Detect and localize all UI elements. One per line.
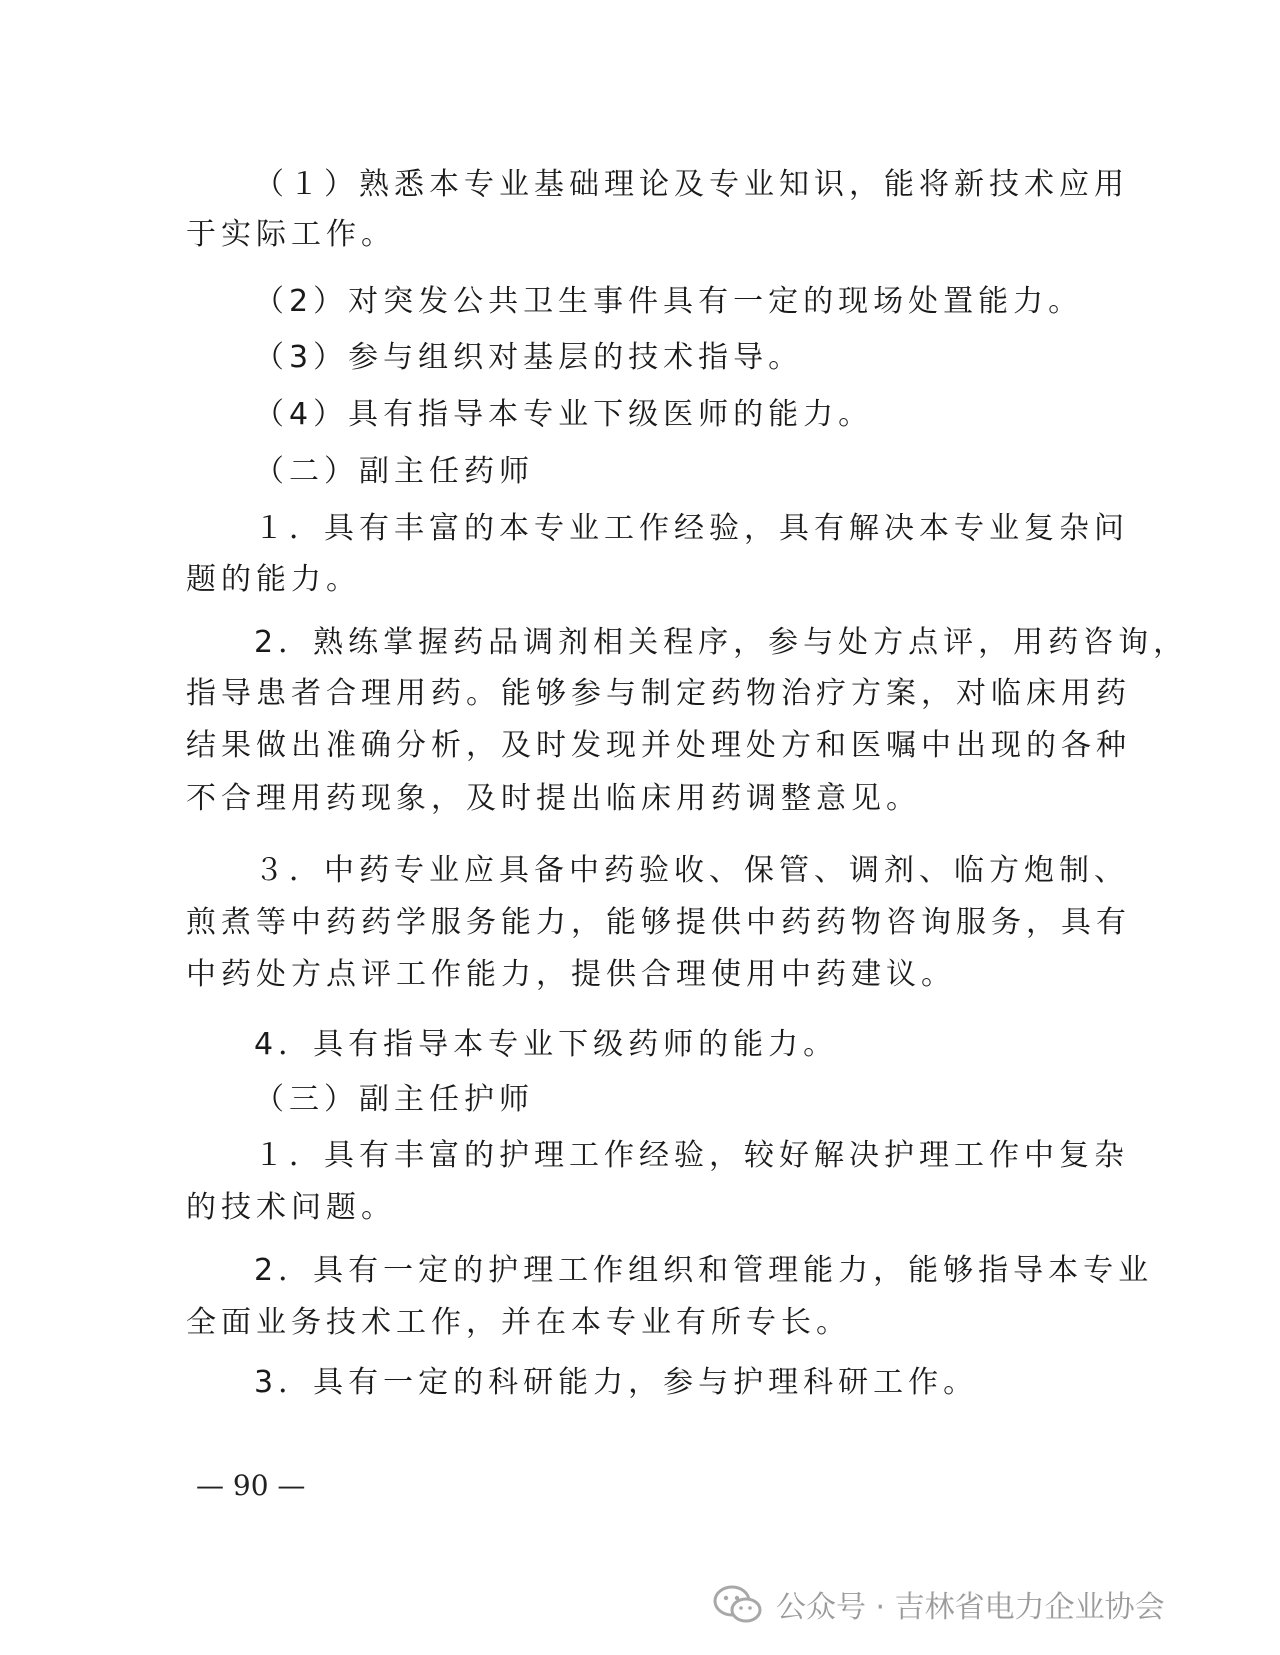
- section-heading: （二）副主任药师: [254, 454, 534, 489]
- text-line: １．具有丰富的护理工作经验，较好解决护理工作中复杂: [254, 1138, 1129, 1173]
- section-heading: （三）副主任护师: [254, 1082, 534, 1117]
- page-number: — 90 —: [196, 1469, 306, 1502]
- text-line: 全面业务技术工作，并在本专业有所专长。: [186, 1305, 851, 1340]
- watermark: [712, 1582, 1165, 1626]
- text-line: 的技术问题。: [186, 1190, 396, 1225]
- text-line: 4．具有指导本专业下级药师的能力。: [254, 1027, 839, 1062]
- watermark-text: 公众号 · 吉林省电力企业协会: [776, 1590, 1165, 1625]
- text-line: 2．具有一定的护理工作组织和管理能力，能够指导本专业: [254, 1253, 1154, 1288]
- text-line: （4）具有指导本专业下级医师的能力。: [254, 397, 874, 432]
- text-line: 煎煮等中药药学服务能力，能够提供中药药物咨询服务，具有: [186, 905, 1131, 940]
- text-line: １．具有丰富的本专业工作经验，具有解决本专业复杂问: [254, 511, 1129, 546]
- text-line: 2．熟练掌握药品调剂相关程序，参与处方点评，用药咨询，: [254, 625, 1189, 660]
- text-line: 结果做出准确分析，及时发现并处理处方和医嘱中出现的各种: [186, 728, 1131, 763]
- wechat-icon: [712, 1584, 764, 1624]
- text-line: （3）参与组织对基层的技术指导。: [254, 340, 804, 375]
- text-line: 3．具有一定的科研能力，参与护理科研工作。: [254, 1365, 979, 1400]
- text-line: （１）熟悉本专业基础理论及专业知识，能将新技术应用: [254, 167, 1129, 202]
- text-line: 中药处方点评工作能力，提供合理使用中药建议。: [186, 957, 956, 992]
- text-line: 不合理用药现象，及时提出临床用药调整意见。: [186, 781, 921, 816]
- text-line: ３．中药专业应具备中药验收、保管、调剂、临方炮制、: [254, 853, 1129, 888]
- text-line: （2）对突发公共卫生事件具有一定的现场处置能力。: [254, 284, 1084, 319]
- text-line: 于实际工作。: [186, 217, 396, 252]
- text-line: 题的能力。: [186, 562, 361, 597]
- text-line: 指导患者合理用药。能够参与制定药物治疗方案，对临床用药: [186, 676, 1131, 711]
